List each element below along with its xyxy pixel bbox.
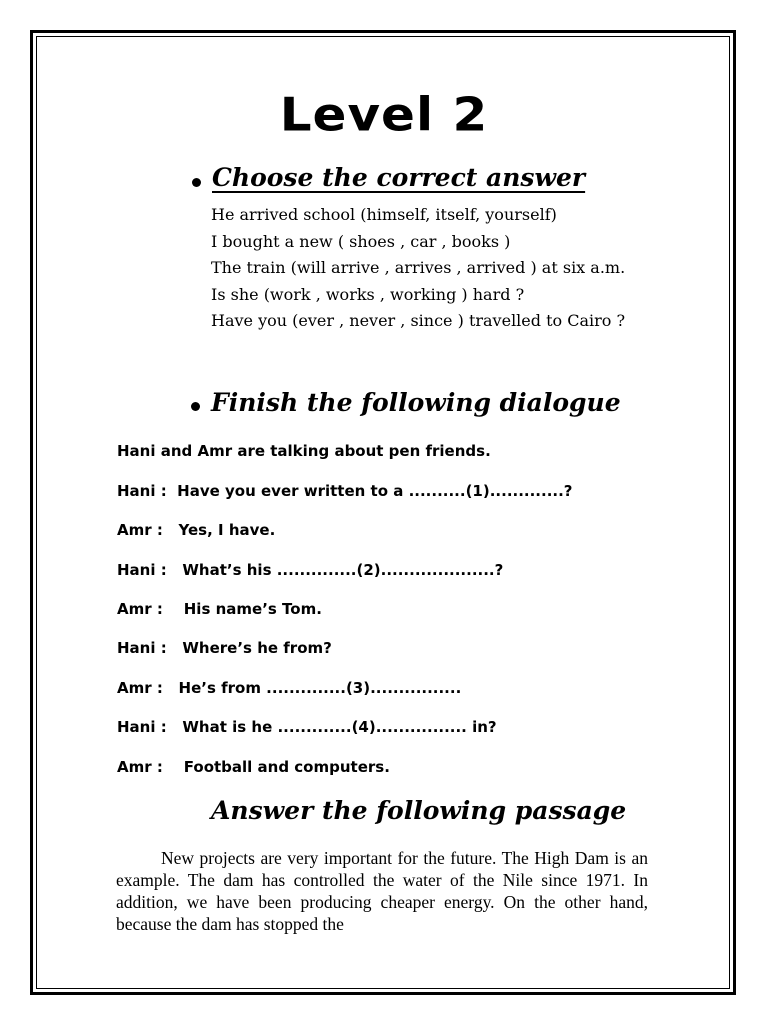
page-title: Level 2 <box>279 88 489 142</box>
dialogue-line: Hani : What’s his ..............(2)....................? <box>117 561 504 579</box>
passage-text: New projects are very important for the future. The High Dam is an example. The dam has controlled the water of the Nile since 1971. In addition, we have been producing cheaper energy. On the other hand, because the dam has stopped the <box>116 848 648 934</box>
bullet-icon <box>192 178 201 187</box>
dialogue-line: Amr : His name’s Tom. <box>117 600 322 618</box>
section-heading-dialogue: Finish the following dialogue <box>211 388 621 417</box>
bullet-icon <box>191 402 200 411</box>
dialogue-line: Amr : Yes, I have. <box>117 521 276 539</box>
section-heading-choose: Choose the correct answer <box>212 163 586 192</box>
reading-passage <box>116 847 648 935</box>
mcq-item: The train (will arrive , arrives , arrived ) at six a.m. <box>211 258 626 277</box>
mcq-list <box>211 202 651 335</box>
dialogue-line: Hani : Have you ever written to a ..........(1).............? <box>117 482 573 500</box>
dialogue-line: Hani : Where’s he from? <box>117 639 332 657</box>
section-heading-passage: Answer the following passage <box>211 796 627 825</box>
dialogue-line: Hani : What is he .............(4)................ in? <box>117 718 497 736</box>
mcq-item: Have you (ever , never , since ) travelled to Cairo ? <box>211 311 626 330</box>
dialogue-intro: Hani and Amr are talking about pen friends. <box>117 442 491 460</box>
dialogue-line: Amr : He’s from ..............(3)................ <box>117 679 462 697</box>
mcq-item: I bought a new ( shoes , car , books ) <box>211 231 511 251</box>
mcq-item: He arrived school (himself, itself, yourself) <box>211 205 557 224</box>
dialogue-line: Amr : Football and computers. <box>117 758 390 776</box>
mcq-item: Is she (work , works , working ) hard ? <box>211 284 525 304</box>
